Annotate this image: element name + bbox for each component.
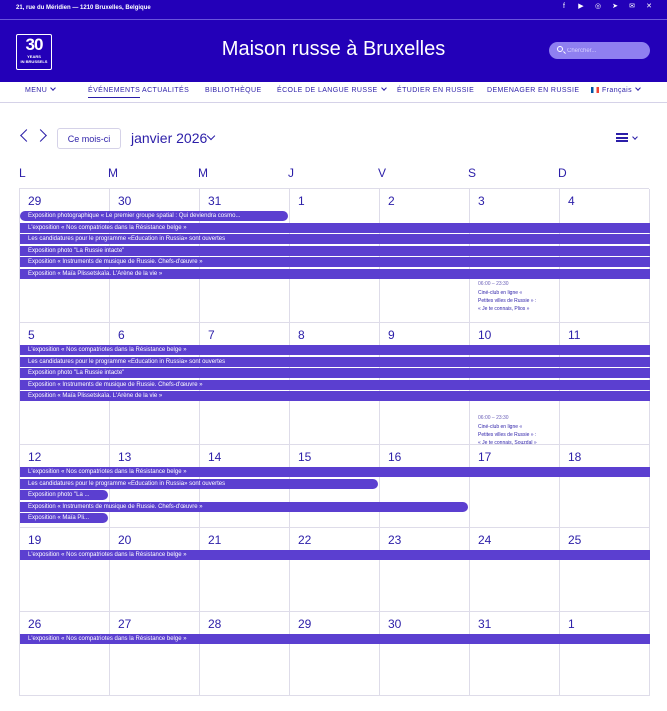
day-cell[interactable]: [110, 528, 200, 612]
site-title[interactable]: Maison russe à Bruxelles: [221, 38, 446, 60]
day-number[interactable]: 5: [28, 328, 35, 342]
day-number[interactable]: 24: [478, 533, 492, 547]
day-cell[interactable]: [380, 189, 470, 323]
event-bar[interactable]: Exposition photo "La Russie intacte": [20, 368, 650, 378]
chevron-down-icon[interactable]: [632, 134, 638, 140]
nav-item-ecole[interactable]: [277, 87, 386, 94]
this-month-button[interactable]: Ce mois-ci: [57, 128, 121, 149]
calendar-grid: [19, 188, 649, 696]
event-bar[interactable]: Exposition « Maïa Pli...: [20, 513, 108, 523]
event-bar[interactable]: L'exposition « Nos compatriotes dans la Résistance belge »: [20, 634, 650, 644]
day-cell[interactable]: [560, 445, 650, 528]
day-number[interactable]: 19: [28, 533, 42, 547]
nav-item-demenager[interactable]: DEMENAGER EN RUSSIE: [487, 87, 580, 94]
event-bar[interactable]: Exposition « Instruments de musique de Russie. Chefs-d'œuvre »: [20, 380, 650, 390]
day-number[interactable]: 10: [478, 328, 492, 342]
x-icon[interactable]: ✕: [646, 3, 652, 10]
nav-item-menu[interactable]: [25, 87, 55, 94]
day-number[interactable]: 18: [568, 450, 582, 464]
search-icon: [557, 46, 563, 52]
day-cell[interactable]: [290, 189, 380, 323]
event-bar[interactable]: Exposition « Maïa Plissetskaïa. L'Arène de la vie »: [20, 391, 650, 401]
chevron-down-icon: [635, 85, 641, 91]
event-bar[interactable]: Exposition photo "La ...: [20, 490, 108, 500]
french-flag-icon: [591, 87, 599, 93]
day-number[interactable]: 9: [388, 328, 395, 342]
day-number[interactable]: 16: [388, 450, 402, 464]
day-number[interactable]: 7: [208, 328, 215, 342]
day-number[interactable]: 11: [568, 328, 581, 342]
chevron-down-icon: [50, 85, 56, 91]
event-time: 06:00 – 23:30: [478, 415, 509, 421]
day-cell[interactable]: [470, 528, 560, 612]
day-header: M: [198, 166, 208, 180]
address-text: 21, rue du Méridien — 1210 Bruxelles, Belgique: [16, 5, 151, 11]
day-cell[interactable]: [470, 445, 560, 528]
day-number[interactable]: 30: [388, 617, 402, 631]
event-link[interactable]: Ciné-club en ligne «: [478, 290, 523, 296]
day-cell[interactable]: [470, 612, 560, 696]
main-nav: [0, 82, 667, 103]
day-number[interactable]: 14: [208, 450, 222, 464]
nav-item-bibliotheque[interactable]: BIBLIOTHÈQUE: [205, 87, 262, 94]
event-bar[interactable]: Exposition « Maïa Plissetskaïa. L'Arène de la vie »: [20, 269, 650, 279]
day-header: M: [108, 166, 118, 180]
day-header: S: [468, 166, 477, 180]
day-cell[interactable]: [380, 445, 470, 528]
day-cell[interactable]: [560, 612, 650, 696]
day-cell[interactable]: [110, 189, 200, 323]
day-number[interactable]: 25: [568, 533, 582, 547]
event-link[interactable]: Petites villes de Russie » :: [478, 298, 537, 304]
language-switcher[interactable]: [591, 87, 640, 94]
top-bar: [0, 0, 667, 19]
day-number[interactable]: 20: [118, 533, 132, 547]
day-number[interactable]: 26: [28, 617, 42, 631]
day-number[interactable]: 28: [208, 617, 222, 631]
day-cell[interactable]: [560, 528, 650, 612]
event-bar[interactable]: L'exposition « Nos compatriotes dans la Résistance belge »: [20, 223, 650, 233]
day-cell[interactable]: [290, 612, 380, 696]
day-cell[interactable]: [20, 528, 110, 612]
view-switcher-icon[interactable]: [616, 133, 628, 142]
search-input[interactable]: [567, 45, 645, 56]
event-bar[interactable]: L'exposition « Nos compatriotes dans la Résistance belge »: [20, 345, 650, 355]
event-bar[interactable]: L'exposition « Nos compatriotes dans la Résistance belge »: [20, 550, 650, 560]
event-bar[interactable]: Les candidatures pour le programme «Education in Russia» sont ouvertes: [20, 234, 650, 244]
event-bar[interactable]: Exposition « Instruments de musique de Russie. Chefs-d'œuvre »: [20, 502, 468, 512]
day-cell[interactable]: [200, 189, 290, 323]
event-time: 06:00 – 23:30: [478, 281, 509, 287]
day-cell[interactable]: [560, 189, 650, 323]
day-number[interactable]: 27: [118, 617, 132, 631]
youtube-icon[interactable]: ▶: [578, 3, 584, 10]
day-number[interactable]: 31: [478, 617, 492, 631]
event-bar[interactable]: Les candidatures pour le programme «Education in Russia» sont ouvertes: [20, 357, 650, 367]
logo-text-years: YEARS: [27, 54, 41, 59]
nav-item-evenements[interactable]: ÉVÉNEMENTS: [88, 87, 140, 98]
day-cell[interactable]: [20, 612, 110, 696]
day-number[interactable]: 29: [298, 617, 312, 631]
event-link[interactable]: « Je te connais, Souzdal »: [478, 440, 537, 446]
telegram-icon[interactable]: ➤: [612, 3, 618, 10]
day-number[interactable]: 13: [118, 450, 132, 464]
day-number[interactable]: 4: [568, 194, 575, 208]
chevron-down-icon: [381, 85, 387, 91]
day-number[interactable]: 23: [388, 533, 402, 547]
email-icon[interactable]: ✉: [629, 3, 635, 10]
event-bar[interactable]: L'exposition « Nos compatriotes dans la Résistance belge »: [20, 467, 650, 477]
day-number[interactable]: 8: [298, 328, 305, 342]
day-cell[interactable]: [290, 528, 380, 612]
day-cell[interactable]: [200, 612, 290, 696]
nav-label: MENU: [25, 87, 48, 94]
search-box[interactable]: [549, 42, 650, 59]
day-number[interactable]: 17: [478, 450, 492, 464]
day-header: L: [19, 166, 26, 180]
event-link[interactable]: Petites villes de Russie » :: [478, 432, 537, 438]
event-link[interactable]: Ciné-club en ligne «: [478, 424, 523, 430]
month-selector[interactable]: janvier 2026: [131, 130, 208, 146]
facebook-icon[interactable]: f: [563, 3, 565, 10]
day-cell[interactable]: [110, 612, 200, 696]
site-header: [0, 20, 667, 82]
language-label: Français: [602, 87, 633, 94]
social-links: [560, 3, 653, 11]
event-bar[interactable]: Les candidatures pour le programme «Education in Russia» sont ouvertes: [20, 479, 378, 489]
day-cell[interactable]: [20, 189, 110, 323]
day-number[interactable]: 29: [28, 194, 42, 208]
chevron-down-icon[interactable]: [207, 132, 215, 140]
day-number[interactable]: 30: [118, 194, 132, 208]
logo-number: 30: [25, 35, 43, 54]
previous-month-icon[interactable]: [20, 129, 33, 142]
event-link[interactable]: « Je te connais, Plios »: [478, 306, 530, 312]
instagram-icon[interactable]: ◎: [594, 3, 602, 10]
logo-text-brussels: IN BRUSSELS: [20, 59, 48, 64]
day-number[interactable]: 1: [298, 194, 305, 208]
next-month-icon[interactable]: [34, 129, 47, 142]
day-number[interactable]: 15: [298, 450, 312, 464]
day-number[interactable]: 21: [208, 533, 222, 547]
day-header: V: [378, 166, 387, 180]
day-cell[interactable]: [380, 528, 470, 612]
day-number[interactable]: 2: [388, 194, 395, 208]
event-bar[interactable]: Exposition « Instruments de musique de Russie. Chefs-d'œuvre »: [20, 257, 650, 267]
nav-label: ÉCOLE DE LANGUE RUSSE: [277, 87, 378, 94]
event-bar[interactable]: Exposition photo "La Russie intacte": [20, 246, 650, 256]
day-number[interactable]: 12: [28, 450, 42, 464]
nav-item-etudier[interactable]: ÉTUDIER EN RUSSIE: [397, 87, 475, 94]
nav-item-actualites[interactable]: ACTUALITÉS: [142, 87, 190, 94]
day-number[interactable]: 22: [298, 533, 312, 547]
event-bar[interactable]: Exposition photographique « Le premier groupe spatial : Qui deviendra cosmo...: [20, 211, 288, 221]
day-header: D: [558, 166, 567, 180]
day-number[interactable]: 31: [208, 194, 222, 208]
day-number[interactable]: 1: [568, 617, 575, 631]
day-header: J: [288, 166, 294, 180]
day-number[interactable]: 3: [478, 194, 485, 208]
day-cell[interactable]: [380, 612, 470, 696]
day-number[interactable]: 6: [118, 328, 125, 342]
day-cell[interactable]: [200, 528, 290, 612]
